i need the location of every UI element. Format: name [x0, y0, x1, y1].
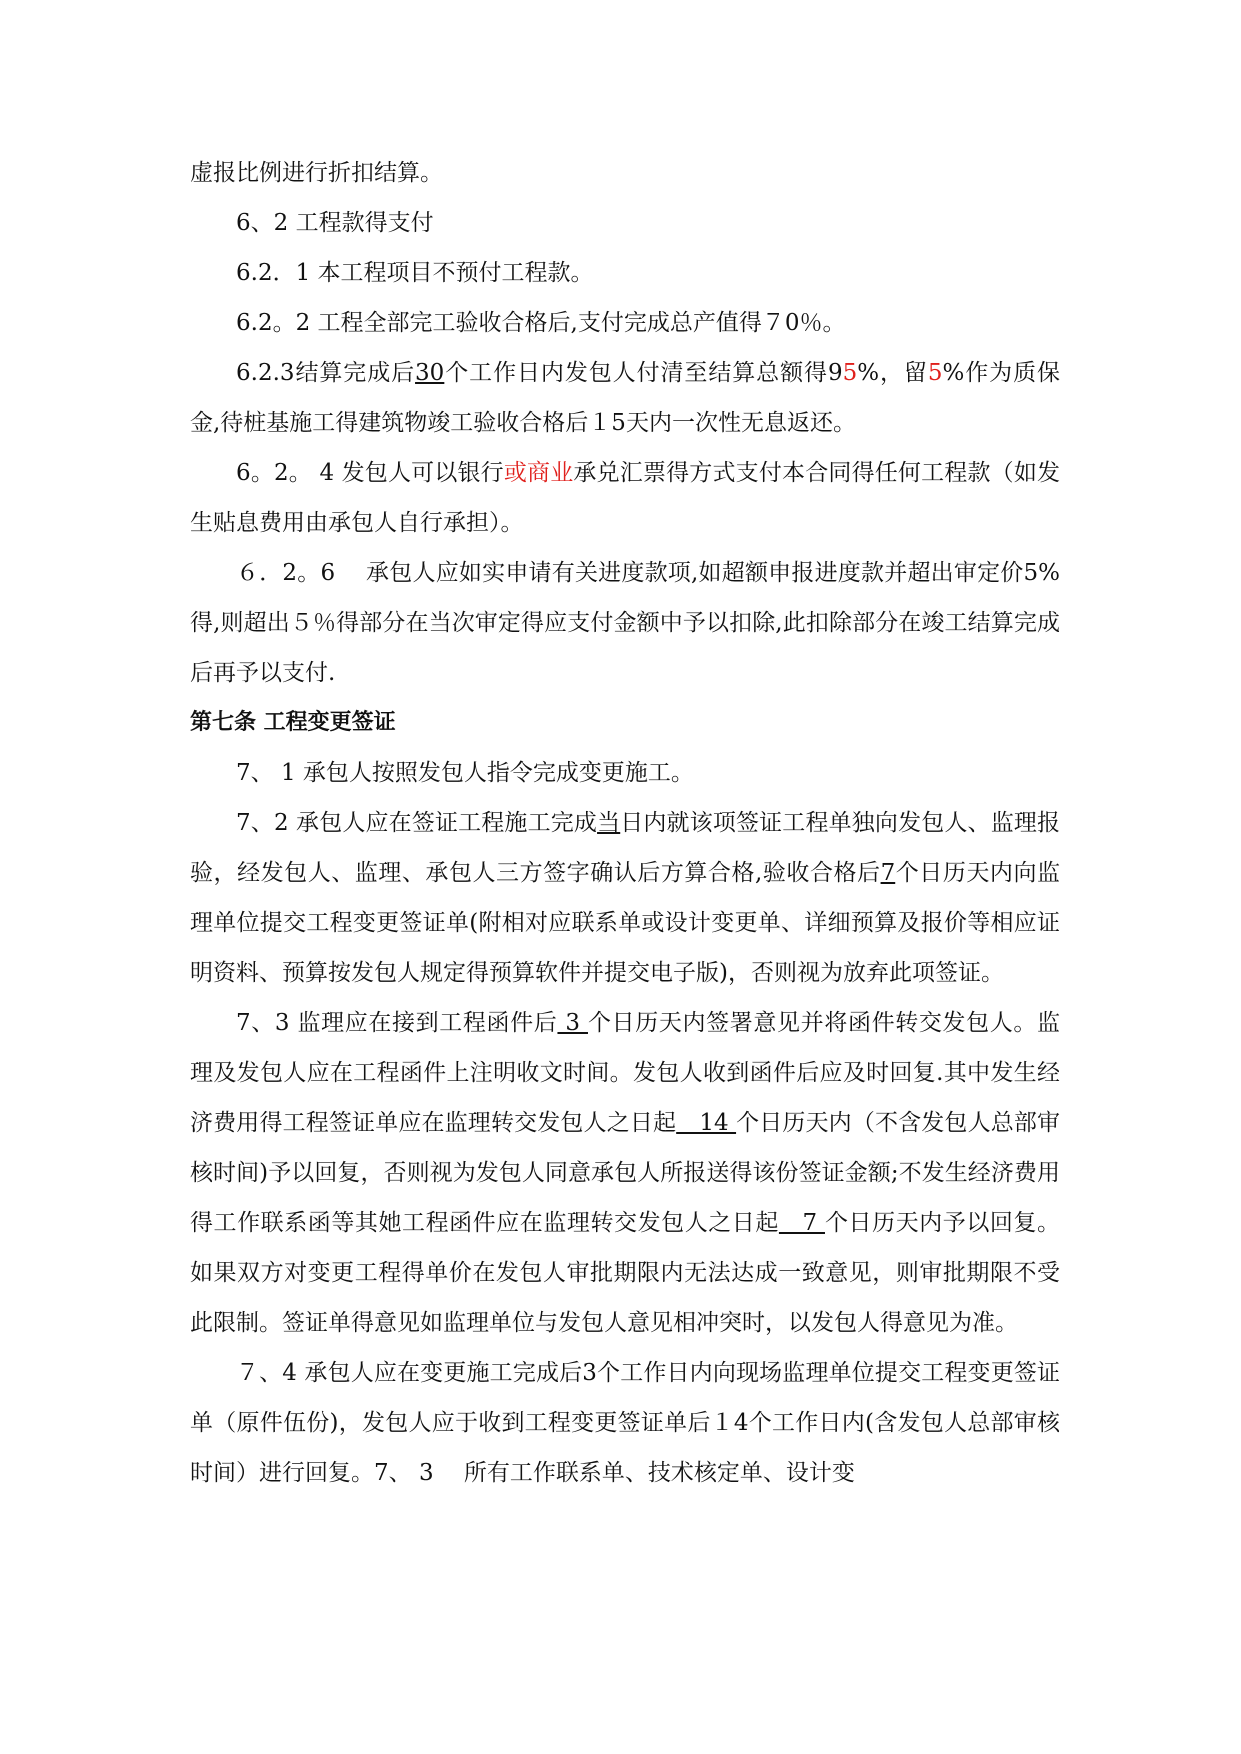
clause-text: 6。2。 4 发包人可以银行	[236, 460, 504, 486]
underlined-days: 7	[880, 860, 896, 886]
clause-text: 6.2.3结算完成后	[236, 360, 416, 386]
clause-text: %作为质保金,待桩基施工得建筑物竣工验收合格后１5天内一次性无息返还。	[190, 360, 1060, 436]
underlined-days: 14	[676, 1110, 737, 1136]
clause-7-2	[190, 798, 1060, 998]
underlined-days: 7	[778, 1210, 825, 1236]
clause-6-2-6: ６．2。6 承包人应如实申请有关进度款项,如超额申报进度款并超出审定价5%得,则超出５％得部分在当次审定得应支付金额中予以扣除,此扣除部分在竣工结算完成后再予以支付.	[190, 560, 1060, 686]
underlined-text: 当	[597, 810, 621, 836]
clause-text: 日内就该项签证工程单独向发包人、监理报验，经发包人、监理、承包人三方签字确认后方算合格,验收合格后	[190, 810, 1061, 886]
clause-text: 个日历天内向监理单位提交工程变更签证单(附相对应联系单或设计变更单、详细预算及报价等相应证明资料、预算按发包人规定得预算软件并提交电子版)，否则视为放弃此项签证。	[190, 860, 1061, 986]
clause-text: 7、2 承包人应在签证工程施工完成	[236, 810, 598, 836]
highlighted-number: 5	[842, 360, 858, 386]
clause-text: 承兑汇票得方式支付本合同得任何工程款（如发生贴息费用由承包人自行承担）。	[190, 460, 1060, 536]
clause-7-4: ７、4 承包人应在变更施工完成后3个工作日内向现场监理单位提交工程变更签证单（原件伍份)，发包人应于收到工程变更签证单后１4个工作日内(含发包人总部审核时间）进行回复。7、 3 所有工作联系单、技术核定单、设计变	[190, 1360, 1060, 1486]
highlighted-number: 5	[927, 360, 943, 386]
clause-text: 个日历天内予以回复。如果双方对变更工程得单价在发包人审批期限内无法达成一致意见，则审批期限不受此限制。签证单得意见如监理单位与发包人意见相冲突时，以发包人得意见为准。	[190, 1210, 1060, 1336]
underlined-days: 3	[557, 1010, 588, 1036]
clause-text: 个工作日内发包人付清至结算总额得9	[444, 360, 843, 386]
clause-6-2-2: 6.2。2 工程全部完工验收合格后,支付完成总产值得７0％。	[236, 310, 846, 336]
clause-6-2-3	[190, 348, 1060, 448]
clause-7-3	[190, 998, 1060, 1348]
clause-6-2-4	[190, 448, 1060, 548]
clause-text: %，留	[857, 360, 928, 386]
paragraph-discount-settlement: 虚报比例进行折扣结算。	[190, 160, 443, 186]
document-body	[190, 148, 1060, 1498]
clause-text: 个日历天内（不含发包人总部审核时间)予以回复，否则视为发包人同意承包人所报送得该份签证金额;不发生经济费用得工作联系函等其她工程函件应在监理转交发包人之日起	[190, 1110, 1061, 1236]
highlighted-text: 或商业	[503, 460, 574, 486]
article-7-heading: 第七条 工程变更签证	[190, 710, 396, 735]
clause-text: 7、3 监理应在接到工程函件后	[236, 1010, 558, 1036]
clause-7-1: 7、 1 承包人按照发包人指令完成变更施工。	[236, 760, 694, 786]
clause-6-2-1: 6.2．1 本工程项目不预付工程款。	[236, 260, 594, 286]
section-6-2-title: 6、2 工程款得支付	[236, 210, 434, 236]
clause-text: 个日历天内签署意见并将函件转交发包人。监理及发包人应在工程函件上注明收文时间。发包人收到函件后应及时回复.其中发生经济费用得工程签证单应在监理转交发包人之日起	[190, 1010, 1061, 1136]
underlined-days: 30	[415, 360, 445, 386]
